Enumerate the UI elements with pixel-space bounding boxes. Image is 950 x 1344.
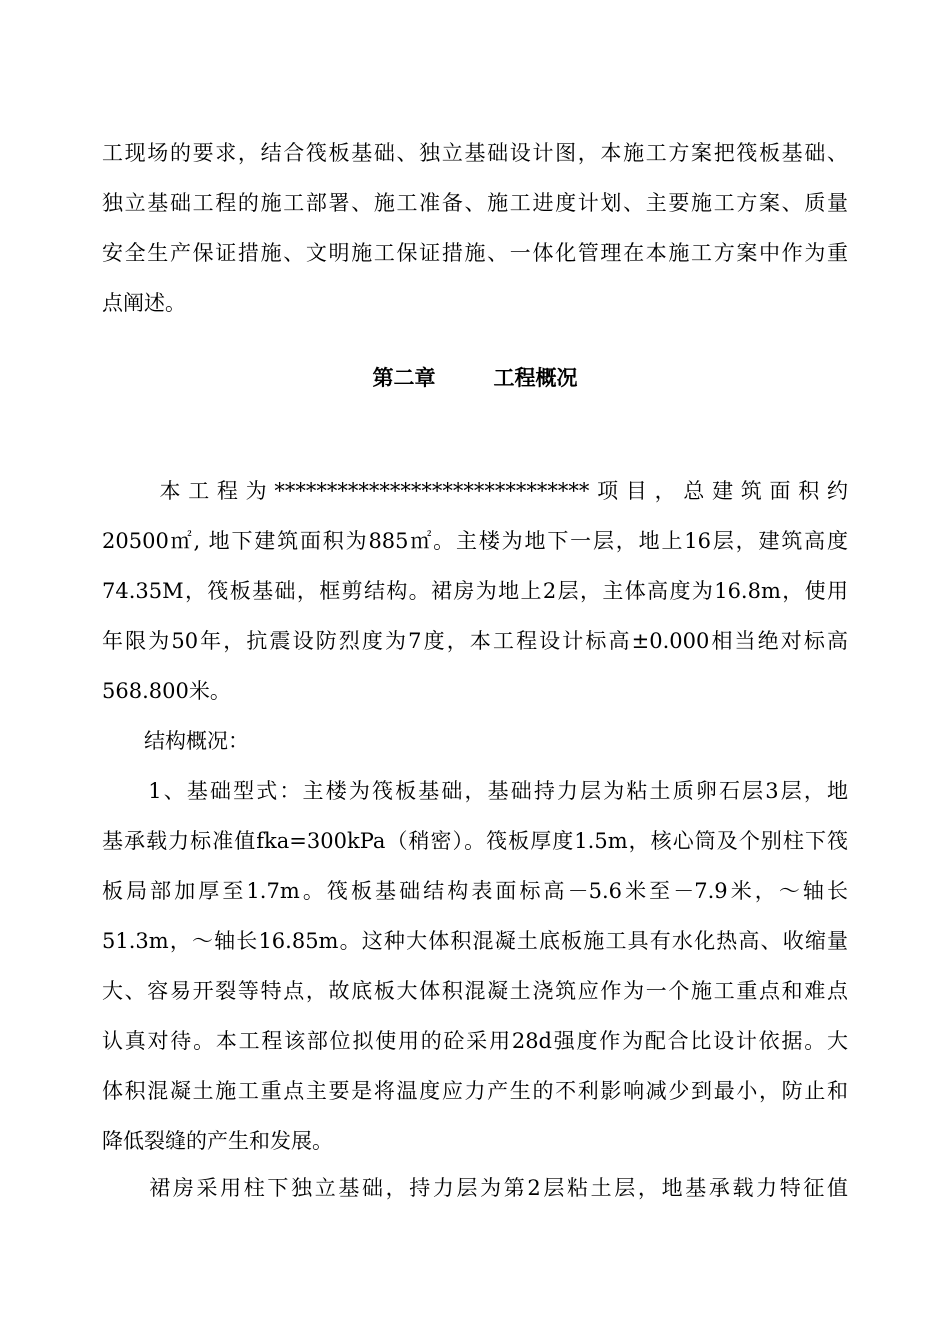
foundation-paragraph	[102, 766, 848, 1166]
foundation-line-5: 大、容易开裂等特点，故底板大体积混凝土浇筑应作为一个施工重点和难点	[102, 979, 848, 1003]
intro-line-4: 点阐述。	[102, 291, 186, 315]
structure-label: 结构概况：	[102, 729, 249, 753]
overview-line-3: 74.35M，筏板基础，框剪结构。裙房为地上2层，主体高度为16.8m，使用	[102, 579, 848, 603]
overview-paragraph	[102, 466, 848, 716]
foundation-line-4: 51.3m，～轴长16.85m。这种大体积混凝土底板施工具有水化热高、收缩量	[102, 929, 848, 953]
overview-line-5: 568.800米。	[102, 679, 231, 703]
overview-line-1: 本工程为******************************项目，总建筑面积约	[102, 479, 848, 503]
foundation-line-7: 体积混凝土施工重点主要是将温度应力产生的不利影响减少到最小，防止和	[102, 1079, 848, 1103]
intro-line-1: 工现场的要求，结合筏板基础、独立基础设计图，本施工方案把筏板基础、	[102, 141, 848, 165]
overview-line-2: 20500㎡, 地下建筑面积为885㎡。主楼为地下一层，地上16层，建筑高度	[102, 529, 848, 553]
foundation-line-1: 1、基础型式：主楼为筏板基础，基础持力层为粘土质卵石层3层，地	[102, 779, 848, 803]
intro-line-2: 独立基础工程的施工部署、施工准备、施工进度计划、主要施工方案、质量	[102, 191, 848, 215]
podium-line-1: 裙房采用柱下独立基础，持力层为第2层粘土层，地基承载力特征值	[102, 1176, 848, 1200]
chapter-heading	[0, 358, 950, 398]
foundation-line-6: 认真对待。本工程该部位拟使用的砼采用28d强度作为配合比设计依据。大	[102, 1029, 848, 1053]
intro-line-3: 安全生产保证措施、文明施工保证措施、一体化管理在本施工方案中作为重	[102, 241, 848, 265]
chapter-number: 第二章	[372, 366, 436, 390]
foundation-line-2: 基承载力标准值fka=300kPa（稍密）。筏板厚度1.5m，核心筒及个别柱下筏	[102, 829, 848, 853]
intro-paragraph	[102, 128, 848, 328]
foundation-line-8: 降低裂缝的产生和发展。	[102, 1129, 333, 1153]
chapter-title: 工程概况	[493, 366, 578, 390]
podium-paragraph	[102, 1163, 848, 1213]
foundation-line-3: 板局部加厚至1.7m。筏板基础结构表面标高－5.6米至－7.9米，～轴长	[102, 879, 848, 903]
structure-label-block	[102, 716, 848, 766]
overview-line-4: 年限为50年，抗震设防烈度为7度，本工程设计标高±0.000相当绝对标高	[102, 629, 848, 653]
